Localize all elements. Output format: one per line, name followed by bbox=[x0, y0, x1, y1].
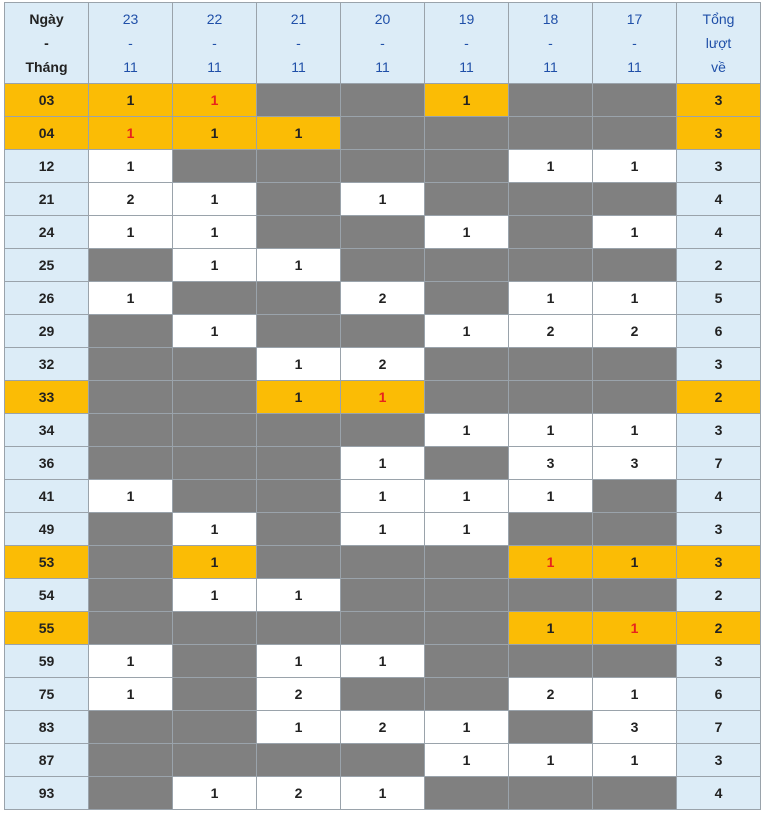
table-row bbox=[5, 645, 761, 678]
empty-cell bbox=[425, 447, 509, 480]
table-row bbox=[5, 183, 761, 216]
row-number: 83 bbox=[5, 711, 89, 744]
header-day-line: 11 bbox=[207, 59, 222, 75]
empty-cell bbox=[257, 480, 341, 513]
empty-cell bbox=[173, 645, 257, 678]
count-cell: 1 bbox=[341, 480, 425, 513]
table-row bbox=[5, 414, 761, 447]
table-row bbox=[5, 150, 761, 183]
header-day-line: 11 bbox=[627, 59, 642, 75]
count-cell: 1 bbox=[593, 414, 677, 447]
count-cell: 1 bbox=[257, 381, 341, 414]
empty-cell bbox=[341, 612, 425, 645]
empty-cell bbox=[341, 249, 425, 282]
empty-cell bbox=[173, 150, 257, 183]
empty-cell bbox=[257, 282, 341, 315]
empty-cell bbox=[425, 579, 509, 612]
count-cell: 1 bbox=[593, 216, 677, 249]
count-cell: 1 bbox=[173, 183, 257, 216]
header-day-line: 20 bbox=[374, 11, 391, 27]
count-cell: 1 bbox=[173, 777, 257, 810]
count-cell: 1 bbox=[257, 579, 341, 612]
count-cell: 1 bbox=[425, 711, 509, 744]
empty-cell bbox=[173, 744, 257, 777]
row-total: 7 bbox=[677, 447, 761, 480]
empty-cell bbox=[425, 348, 509, 381]
row-total: 3 bbox=[677, 744, 761, 777]
row-number: 53 bbox=[5, 546, 89, 579]
table-row bbox=[5, 381, 761, 414]
count-cell: 1 bbox=[89, 645, 173, 678]
count-cell: 1 bbox=[341, 183, 425, 216]
row-number: 26 bbox=[5, 282, 89, 315]
empty-cell bbox=[593, 117, 677, 150]
empty-cell bbox=[173, 381, 257, 414]
row-number: 75 bbox=[5, 678, 89, 711]
empty-cell bbox=[425, 183, 509, 216]
row-total: 2 bbox=[677, 381, 761, 414]
row-total: 2 bbox=[677, 579, 761, 612]
empty-cell bbox=[89, 381, 173, 414]
empty-cell bbox=[257, 183, 341, 216]
row-number: 24 bbox=[5, 216, 89, 249]
empty-cell bbox=[257, 315, 341, 348]
empty-cell bbox=[425, 150, 509, 183]
count-cell: 1 bbox=[257, 711, 341, 744]
row-number: 32 bbox=[5, 348, 89, 381]
table-row bbox=[5, 579, 761, 612]
header-day-line: 19 bbox=[458, 11, 475, 27]
empty-cell bbox=[89, 612, 173, 645]
empty-cell bbox=[341, 678, 425, 711]
header-day bbox=[89, 3, 173, 84]
empty-cell bbox=[89, 249, 173, 282]
header-day-line: - bbox=[296, 35, 301, 51]
count-cell: 3 bbox=[593, 447, 677, 480]
row-number: 59 bbox=[5, 645, 89, 678]
table-row bbox=[5, 480, 761, 513]
empty-cell bbox=[341, 414, 425, 447]
empty-cell bbox=[509, 645, 593, 678]
frequency-table bbox=[4, 2, 761, 810]
row-number: 29 bbox=[5, 315, 89, 348]
count-cell: 1 bbox=[341, 381, 425, 414]
count-cell: 1 bbox=[425, 315, 509, 348]
count-cell: 2 bbox=[509, 678, 593, 711]
header-day-line: 11 bbox=[291, 59, 306, 75]
row-number: 12 bbox=[5, 150, 89, 183]
empty-cell bbox=[509, 117, 593, 150]
empty-cell bbox=[257, 414, 341, 447]
empty-cell bbox=[425, 612, 509, 645]
row-total: 2 bbox=[677, 612, 761, 645]
count-cell: 1 bbox=[509, 744, 593, 777]
count-cell: 1 bbox=[509, 150, 593, 183]
header-date-label-line: Ngày bbox=[29, 11, 64, 27]
row-total: 3 bbox=[677, 84, 761, 117]
empty-cell bbox=[89, 579, 173, 612]
empty-cell bbox=[425, 645, 509, 678]
count-cell: 2 bbox=[257, 678, 341, 711]
empty-cell bbox=[257, 612, 341, 645]
count-cell: 1 bbox=[425, 480, 509, 513]
row-total: 2 bbox=[677, 249, 761, 282]
row-total: 5 bbox=[677, 282, 761, 315]
count-cell: 1 bbox=[173, 117, 257, 150]
header-day-line: 21 bbox=[290, 11, 307, 27]
count-cell: 1 bbox=[173, 546, 257, 579]
row-total: 3 bbox=[677, 546, 761, 579]
empty-cell bbox=[173, 447, 257, 480]
count-cell: 1 bbox=[89, 480, 173, 513]
count-cell: 1 bbox=[425, 513, 509, 546]
empty-cell bbox=[593, 480, 677, 513]
table-row bbox=[5, 744, 761, 777]
count-cell: 1 bbox=[593, 612, 677, 645]
row-total: 3 bbox=[677, 117, 761, 150]
empty-cell bbox=[593, 645, 677, 678]
empty-cell bbox=[593, 183, 677, 216]
empty-cell bbox=[341, 150, 425, 183]
count-cell: 1 bbox=[593, 282, 677, 315]
table-row bbox=[5, 117, 761, 150]
empty-cell bbox=[341, 744, 425, 777]
empty-cell bbox=[89, 414, 173, 447]
header-day bbox=[341, 3, 425, 84]
empty-cell bbox=[89, 744, 173, 777]
empty-cell bbox=[425, 777, 509, 810]
header-day-line: - bbox=[212, 35, 217, 51]
header-day-line: 22 bbox=[206, 11, 223, 27]
header-date-label-line: - bbox=[44, 35, 49, 51]
count-cell: 2 bbox=[341, 348, 425, 381]
count-cell: 1 bbox=[89, 117, 173, 150]
empty-cell bbox=[89, 777, 173, 810]
empty-cell bbox=[173, 348, 257, 381]
header-day-line: 17 bbox=[626, 11, 643, 27]
table-row bbox=[5, 678, 761, 711]
empty-cell bbox=[425, 282, 509, 315]
empty-cell bbox=[509, 183, 593, 216]
table-row bbox=[5, 282, 761, 315]
count-cell: 2 bbox=[341, 282, 425, 315]
count-cell: 1 bbox=[425, 216, 509, 249]
table-row bbox=[5, 513, 761, 546]
row-number: 04 bbox=[5, 117, 89, 150]
empty-cell bbox=[173, 480, 257, 513]
count-cell: 1 bbox=[89, 678, 173, 711]
empty-cell bbox=[593, 579, 677, 612]
header-day-line: 18 bbox=[542, 11, 559, 27]
row-total: 4 bbox=[677, 216, 761, 249]
row-number: 33 bbox=[5, 381, 89, 414]
header-day-line: 11 bbox=[123, 59, 138, 75]
row-total: 4 bbox=[677, 480, 761, 513]
header-day bbox=[593, 3, 677, 84]
row-number: 36 bbox=[5, 447, 89, 480]
empty-cell bbox=[509, 84, 593, 117]
row-number: 87 bbox=[5, 744, 89, 777]
empty-cell bbox=[257, 447, 341, 480]
count-cell: 1 bbox=[257, 249, 341, 282]
row-total: 3 bbox=[677, 645, 761, 678]
row-number: 55 bbox=[5, 612, 89, 645]
header-day-line: 11 bbox=[375, 59, 390, 75]
count-cell: 2 bbox=[341, 711, 425, 744]
count-cell: 1 bbox=[509, 612, 593, 645]
header-date-label bbox=[5, 3, 89, 84]
count-cell: 1 bbox=[341, 645, 425, 678]
row-total: 3 bbox=[677, 414, 761, 447]
empty-cell bbox=[89, 513, 173, 546]
count-cell: 1 bbox=[173, 513, 257, 546]
count-cell: 1 bbox=[173, 84, 257, 117]
empty-cell bbox=[425, 678, 509, 711]
table-row bbox=[5, 777, 761, 810]
header-day-line: 23 bbox=[122, 11, 139, 27]
empty-cell bbox=[257, 216, 341, 249]
count-cell: 1 bbox=[509, 546, 593, 579]
empty-cell bbox=[509, 348, 593, 381]
empty-cell bbox=[89, 546, 173, 579]
empty-cell bbox=[89, 315, 173, 348]
count-cell: 1 bbox=[173, 249, 257, 282]
count-cell: 2 bbox=[509, 315, 593, 348]
header-row bbox=[5, 3, 761, 84]
empty-cell bbox=[509, 513, 593, 546]
header-day-line: 11 bbox=[543, 59, 558, 75]
table-body bbox=[5, 84, 761, 810]
row-total: 7 bbox=[677, 711, 761, 744]
header-date-label-line: Tháng bbox=[25, 59, 68, 75]
count-cell: 1 bbox=[173, 315, 257, 348]
row-total: 3 bbox=[677, 150, 761, 183]
count-cell: 1 bbox=[425, 84, 509, 117]
empty-cell bbox=[89, 711, 173, 744]
count-cell: 1 bbox=[257, 645, 341, 678]
empty-cell bbox=[341, 84, 425, 117]
empty-cell bbox=[341, 315, 425, 348]
table-row bbox=[5, 546, 761, 579]
count-cell: 3 bbox=[509, 447, 593, 480]
empty-cell bbox=[509, 777, 593, 810]
header-total bbox=[677, 3, 761, 84]
empty-cell bbox=[593, 348, 677, 381]
empty-cell bbox=[257, 84, 341, 117]
empty-cell bbox=[341, 579, 425, 612]
count-cell: 1 bbox=[257, 117, 341, 150]
row-number: 54 bbox=[5, 579, 89, 612]
count-cell: 1 bbox=[509, 414, 593, 447]
row-number: 49 bbox=[5, 513, 89, 546]
count-cell: 1 bbox=[593, 546, 677, 579]
empty-cell bbox=[257, 546, 341, 579]
empty-cell bbox=[173, 678, 257, 711]
count-cell: 1 bbox=[593, 150, 677, 183]
empty-cell bbox=[593, 381, 677, 414]
header-day-line: - bbox=[380, 35, 385, 51]
row-total: 4 bbox=[677, 183, 761, 216]
empty-cell bbox=[89, 447, 173, 480]
header-total-line: lượt bbox=[705, 35, 732, 51]
empty-cell bbox=[173, 612, 257, 645]
empty-cell bbox=[341, 216, 425, 249]
row-total: 4 bbox=[677, 777, 761, 810]
header-day-line: - bbox=[548, 35, 553, 51]
header-day-line: - bbox=[464, 35, 469, 51]
count-cell: 1 bbox=[341, 447, 425, 480]
count-cell: 1 bbox=[89, 150, 173, 183]
empty-cell bbox=[341, 546, 425, 579]
count-cell: 1 bbox=[173, 579, 257, 612]
table-row bbox=[5, 249, 761, 282]
count-cell: 1 bbox=[89, 282, 173, 315]
count-cell: 1 bbox=[341, 513, 425, 546]
empty-cell bbox=[593, 249, 677, 282]
count-cell: 1 bbox=[89, 216, 173, 249]
empty-cell bbox=[257, 513, 341, 546]
row-total: 3 bbox=[677, 348, 761, 381]
table-row bbox=[5, 447, 761, 480]
row-total: 6 bbox=[677, 315, 761, 348]
empty-cell bbox=[509, 381, 593, 414]
empty-cell bbox=[173, 282, 257, 315]
empty-cell bbox=[89, 348, 173, 381]
header-day-line: - bbox=[128, 35, 133, 51]
header-day bbox=[173, 3, 257, 84]
count-cell: 1 bbox=[425, 744, 509, 777]
row-total: 6 bbox=[677, 678, 761, 711]
empty-cell bbox=[173, 711, 257, 744]
row-number: 34 bbox=[5, 414, 89, 447]
count-cell: 1 bbox=[173, 216, 257, 249]
empty-cell bbox=[425, 546, 509, 579]
header-day-line: 11 bbox=[459, 59, 474, 75]
empty-cell bbox=[509, 579, 593, 612]
empty-cell bbox=[425, 249, 509, 282]
count-cell: 1 bbox=[89, 84, 173, 117]
table-row bbox=[5, 711, 761, 744]
count-cell: 1 bbox=[341, 777, 425, 810]
count-cell: 2 bbox=[257, 777, 341, 810]
table-header bbox=[5, 3, 761, 84]
empty-cell bbox=[593, 777, 677, 810]
count-cell: 1 bbox=[593, 678, 677, 711]
count-cell: 1 bbox=[509, 282, 593, 315]
row-number: 41 bbox=[5, 480, 89, 513]
header-total-line: Tổng bbox=[702, 11, 735, 27]
empty-cell bbox=[593, 513, 677, 546]
empty-cell bbox=[173, 414, 257, 447]
count-cell: 3 bbox=[593, 711, 677, 744]
empty-cell bbox=[257, 150, 341, 183]
row-number: 25 bbox=[5, 249, 89, 282]
table-row bbox=[5, 216, 761, 249]
table-row bbox=[5, 84, 761, 117]
header-day bbox=[257, 3, 341, 84]
count-cell: 1 bbox=[593, 744, 677, 777]
table-row bbox=[5, 348, 761, 381]
empty-cell bbox=[509, 216, 593, 249]
empty-cell bbox=[593, 84, 677, 117]
count-cell: 1 bbox=[257, 348, 341, 381]
empty-cell bbox=[341, 117, 425, 150]
row-total: 3 bbox=[677, 513, 761, 546]
empty-cell bbox=[509, 711, 593, 744]
empty-cell bbox=[509, 249, 593, 282]
count-cell: 1 bbox=[509, 480, 593, 513]
header-day-line: - bbox=[632, 35, 637, 51]
count-cell: 1 bbox=[425, 414, 509, 447]
header-day bbox=[509, 3, 593, 84]
header-total-line: về bbox=[711, 59, 726, 75]
table-row bbox=[5, 612, 761, 645]
count-cell: 2 bbox=[593, 315, 677, 348]
empty-cell bbox=[425, 117, 509, 150]
empty-cell bbox=[257, 744, 341, 777]
empty-cell bbox=[425, 381, 509, 414]
table-row bbox=[5, 315, 761, 348]
header-day bbox=[425, 3, 509, 84]
row-number: 93 bbox=[5, 777, 89, 810]
row-number: 03 bbox=[5, 84, 89, 117]
row-number: 21 bbox=[5, 183, 89, 216]
count-cell: 2 bbox=[89, 183, 173, 216]
